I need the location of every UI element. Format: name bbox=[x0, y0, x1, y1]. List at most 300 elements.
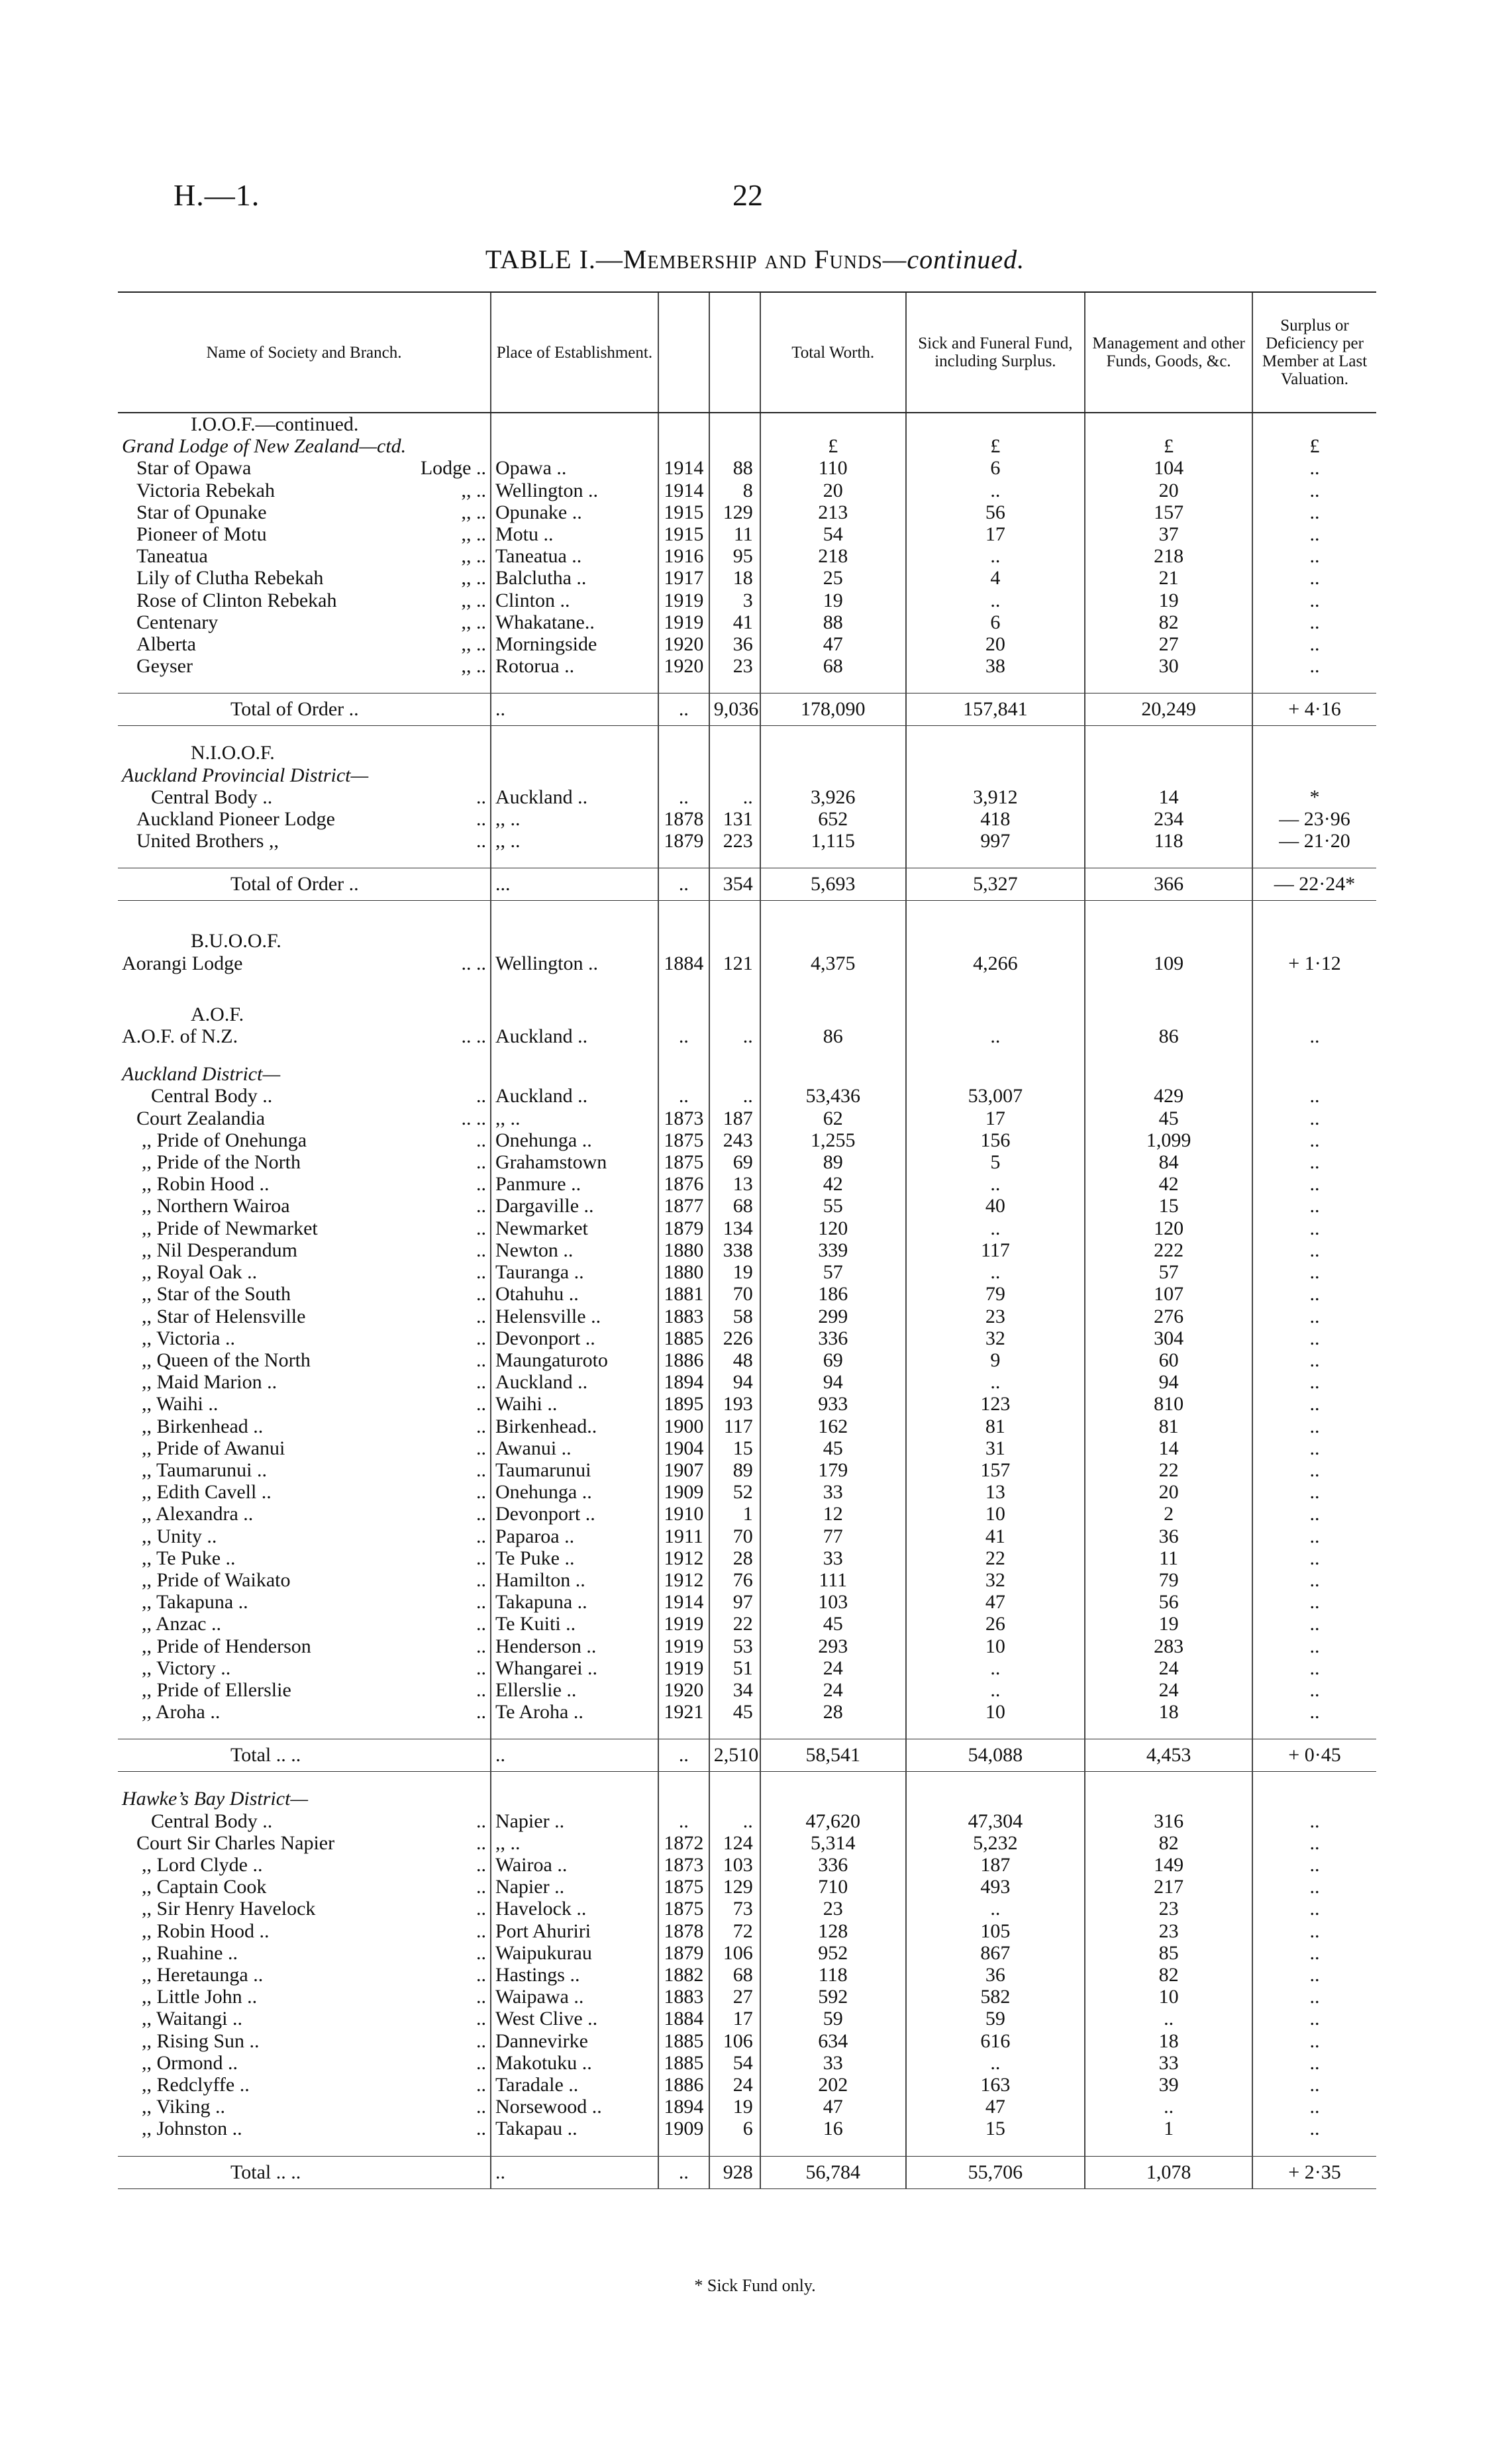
cell-total-worth bbox=[760, 2140, 906, 2157]
cell-name bbox=[118, 1876, 491, 1898]
cell-total-worth: 652 bbox=[760, 808, 906, 830]
leader-dots: Lodge .. bbox=[420, 457, 486, 480]
cell-place: Waipukurau bbox=[491, 1942, 658, 1964]
cell-management bbox=[1085, 1003, 1252, 1025]
branch-name: ,, Birkenhead .. bbox=[142, 1415, 264, 1437]
cell-name bbox=[118, 1547, 491, 1569]
table-row bbox=[118, 2156, 1376, 2188]
cell-sick-fund bbox=[906, 726, 1085, 743]
cell-place: Dannevirke bbox=[491, 2030, 658, 2052]
cell-surplus bbox=[1252, 677, 1376, 693]
table-row bbox=[118, 1591, 1376, 1613]
header-year bbox=[658, 292, 709, 413]
table-row bbox=[118, 786, 1376, 808]
cell-surplus bbox=[1252, 1003, 1376, 1025]
leader-dots: .. bbox=[476, 2008, 486, 2030]
cell-name bbox=[118, 726, 491, 743]
table-row bbox=[118, 2052, 1376, 2074]
cell-name bbox=[118, 974, 491, 1003]
table-row bbox=[118, 1569, 1376, 1591]
cell-year: 1919 bbox=[658, 1635, 709, 1657]
cell-place: Newmarket bbox=[491, 1217, 658, 1239]
branch-name: ,, Victory .. bbox=[142, 1657, 231, 1679]
cell-members bbox=[709, 413, 760, 435]
cell-name bbox=[118, 1854, 491, 1876]
table-row bbox=[118, 567, 1376, 589]
cell-place: Helensville .. bbox=[491, 1306, 658, 1327]
cell-year: 1881 bbox=[658, 1283, 709, 1305]
cell-place: Taumarunui bbox=[491, 1459, 658, 1481]
cell-place: Taradale .. bbox=[491, 2074, 658, 2096]
branch-name: ,, Northern Wairoa bbox=[142, 1195, 290, 1217]
branch-name: ,, Lord Clyde .. bbox=[142, 1853, 263, 1876]
cell-name bbox=[118, 1898, 491, 1920]
branch-name: ,, Royal Oak .. bbox=[142, 1261, 258, 1284]
cell-management: 82 bbox=[1085, 1964, 1252, 1986]
cell-name bbox=[118, 1788, 491, 1810]
cell-sick-fund: 53,007 bbox=[906, 1085, 1085, 1107]
cell-members: 88 bbox=[709, 457, 760, 479]
cell-sick-fund: 40 bbox=[906, 1195, 1085, 1217]
table-row bbox=[118, 1459, 1376, 1481]
cell-name bbox=[118, 1437, 491, 1459]
leader-dots: .. bbox=[476, 1591, 486, 1614]
cell-sick-fund: 23 bbox=[906, 1306, 1085, 1327]
cell-total-worth bbox=[760, 974, 906, 1003]
cell-management: 15 bbox=[1085, 1195, 1252, 1217]
leader-dots: .. bbox=[476, 1173, 486, 1196]
cell-total-worth: 54 bbox=[760, 523, 906, 545]
cell-sick-fund: 117 bbox=[906, 1239, 1085, 1261]
table-row bbox=[118, 523, 1376, 545]
cell-year bbox=[658, 2140, 709, 2157]
cell-management: 10 bbox=[1085, 1986, 1252, 2008]
cell-name bbox=[118, 830, 491, 852]
cell-name bbox=[118, 1003, 491, 1025]
leader-dots: .. bbox=[476, 1349, 486, 1371]
cell-name bbox=[118, 611, 491, 633]
cell-year: 1919 bbox=[658, 1613, 709, 1635]
leader-dots: .. .. bbox=[461, 1107, 486, 1129]
cell-sick-fund: 32 bbox=[906, 1569, 1085, 1591]
table-row bbox=[118, 1772, 1376, 1788]
cell-sick-fund bbox=[906, 901, 1085, 931]
cell-name bbox=[118, 1591, 491, 1613]
cell-year: 1884 bbox=[658, 952, 709, 974]
cell-year: .. bbox=[658, 1085, 709, 1107]
cell-management bbox=[1085, 677, 1252, 693]
cell-members: 11 bbox=[709, 523, 760, 545]
cell-name bbox=[118, 413, 491, 435]
cell-management bbox=[1085, 1047, 1252, 1063]
cell-total-worth: 28 bbox=[760, 1701, 906, 1723]
cell-surplus: .. bbox=[1252, 1854, 1376, 1876]
cell-total-worth: 103 bbox=[760, 1591, 906, 1613]
cell-members: 34 bbox=[709, 1679, 760, 1701]
cell-place: Waipawa .. bbox=[491, 1986, 658, 2008]
cell-year bbox=[658, 742, 709, 764]
cell-sick-fund bbox=[906, 1047, 1085, 1063]
cell-name bbox=[118, 2140, 491, 2157]
cell-members: 226 bbox=[709, 1327, 760, 1349]
branch-name: ,, Takapuna .. bbox=[142, 1591, 248, 1614]
branch-name: N.I.O.O.F. bbox=[191, 742, 275, 764]
cell-place: Grahamstown bbox=[491, 1151, 658, 1173]
cell-name bbox=[118, 1986, 491, 2008]
cell-name bbox=[118, 1701, 491, 1723]
cell-year: 1914 bbox=[658, 1591, 709, 1613]
cell-surplus: .. bbox=[1252, 567, 1376, 589]
cell-year: 1885 bbox=[658, 1327, 709, 1349]
cell-total-worth: 62 bbox=[760, 1107, 906, 1129]
cell-total-worth: 33 bbox=[760, 2052, 906, 2074]
cell-management: 27 bbox=[1085, 633, 1252, 655]
cell-place: .. bbox=[491, 1739, 658, 1772]
branch-name: ,, Alexandra .. bbox=[142, 1503, 254, 1525]
cell-total-worth: 55 bbox=[760, 1195, 906, 1217]
cell-sick-fund: 156 bbox=[906, 1129, 1085, 1151]
cell-name bbox=[118, 655, 491, 677]
branch-name: ,, Queen of the North bbox=[142, 1349, 311, 1371]
cell-members: 223 bbox=[709, 830, 760, 852]
cell-place bbox=[491, 677, 658, 693]
branch-name: Court Zealandia bbox=[136, 1107, 266, 1129]
cell-name bbox=[118, 852, 491, 868]
title-continued: —continued. bbox=[882, 244, 1025, 274]
cell-management bbox=[1085, 974, 1252, 1003]
cell-members bbox=[709, 742, 760, 764]
cell-year: 1879 bbox=[658, 1942, 709, 1964]
cell-name bbox=[118, 1283, 491, 1305]
table-row bbox=[118, 1635, 1376, 1657]
cell-total-worth: 186 bbox=[760, 1283, 906, 1305]
cell-name bbox=[118, 1832, 491, 1854]
cell-place: Auckland .. bbox=[491, 786, 658, 808]
branch-name: ,, Anzac .. bbox=[142, 1613, 221, 1635]
cell-sick-fund: 55,706 bbox=[906, 2156, 1085, 2188]
cell-name bbox=[118, 764, 491, 786]
cell-name bbox=[118, 2074, 491, 2096]
report-reference: H.—1. bbox=[174, 178, 260, 212]
header-sick-fund: Sick and Funeral Fund, including Surplus. bbox=[906, 292, 1085, 413]
branch-name: Total of Order .. bbox=[230, 698, 359, 721]
table-row bbox=[118, 1047, 1376, 1063]
cell-management bbox=[1085, 1063, 1252, 1085]
cell-management: 157 bbox=[1085, 501, 1252, 523]
cell-year: 1876 bbox=[658, 1173, 709, 1195]
cell-management: 14 bbox=[1085, 786, 1252, 808]
cell-year bbox=[658, 901, 709, 931]
cell-year: 1916 bbox=[658, 545, 709, 567]
cell-year: 1920 bbox=[658, 655, 709, 677]
cell-surplus: .. bbox=[1252, 1025, 1376, 1047]
cell-total-worth: 293 bbox=[760, 1635, 906, 1657]
cell-year: .. bbox=[658, 868, 709, 901]
branch-name: Victoria Rebekah bbox=[136, 479, 275, 501]
membership-table bbox=[118, 291, 1376, 2189]
cell-members: 15 bbox=[709, 1437, 760, 1459]
cell-sick-fund bbox=[906, 1003, 1085, 1025]
cell-surplus bbox=[1252, 1047, 1376, 1063]
table-row bbox=[118, 1025, 1376, 1047]
cell-name bbox=[118, 1569, 491, 1591]
table-row bbox=[118, 611, 1376, 633]
cell-name bbox=[118, 1481, 491, 1503]
branch-name: ,, Rising Sun .. bbox=[142, 2029, 260, 2052]
branch-name: ,, Pride of the North bbox=[142, 1151, 301, 1174]
table-row bbox=[118, 852, 1376, 868]
cell-management: 57 bbox=[1085, 1261, 1252, 1283]
cell-management: £ bbox=[1085, 435, 1252, 457]
cell-sick-fund: .. bbox=[906, 1173, 1085, 1195]
cell-year: 1879 bbox=[658, 830, 709, 852]
cell-members: 45 bbox=[709, 1701, 760, 1723]
cell-year: 1879 bbox=[658, 1217, 709, 1239]
cell-year: 1907 bbox=[658, 1459, 709, 1481]
cell-members: 19 bbox=[709, 1261, 760, 1283]
cell-sick-fund bbox=[906, 764, 1085, 786]
branch-name: ,, Aroha .. bbox=[142, 1701, 221, 1723]
cell-sick-fund: 6 bbox=[906, 611, 1085, 633]
cell-surplus: — 23·96 bbox=[1252, 808, 1376, 830]
cell-total-worth bbox=[760, 1063, 906, 1085]
cell-place: ,, .. bbox=[491, 830, 658, 852]
cell-sick-fund: 13 bbox=[906, 1481, 1085, 1503]
table-body bbox=[118, 413, 1376, 2188]
cell-total-worth: 213 bbox=[760, 501, 906, 523]
cell-total-worth bbox=[760, 677, 906, 693]
cell-name bbox=[118, 501, 491, 523]
leader-dots: ,, .. bbox=[461, 655, 486, 678]
cell-year: 1910 bbox=[658, 1503, 709, 1525]
cell-year bbox=[658, 413, 709, 435]
cell-members: 76 bbox=[709, 1569, 760, 1591]
branch-name: ,, Pride of Awanui bbox=[142, 1437, 285, 1459]
cell-name bbox=[118, 952, 491, 974]
leader-dots: .. bbox=[476, 1393, 486, 1415]
cell-name bbox=[118, 1920, 491, 1942]
table-row bbox=[118, 1063, 1376, 1085]
cell-management: 18 bbox=[1085, 2030, 1252, 2052]
leader-dots: ,, .. bbox=[461, 567, 486, 590]
cell-total-worth: 47,620 bbox=[760, 1810, 906, 1832]
cell-year: 1895 bbox=[658, 1393, 709, 1415]
cell-sick-fund bbox=[906, 413, 1085, 435]
cell-place: West Clive .. bbox=[491, 2008, 658, 2029]
cell-management: 84 bbox=[1085, 1151, 1252, 1173]
cell-surplus: .. bbox=[1252, 2030, 1376, 2052]
cell-management: 304 bbox=[1085, 1327, 1252, 1349]
cell-name bbox=[118, 1964, 491, 1986]
cell-name bbox=[118, 590, 491, 611]
table-row bbox=[118, 1393, 1376, 1415]
cell-total-worth bbox=[760, 852, 906, 868]
cell-year: 1880 bbox=[658, 1239, 709, 1261]
cell-total-worth: 56,784 bbox=[760, 2156, 906, 2188]
cell-surplus: .. bbox=[1252, 1503, 1376, 1525]
branch-name: Geyser bbox=[136, 655, 193, 678]
cell-surplus bbox=[1252, 1063, 1376, 1085]
branch-name: Star of Opunake bbox=[136, 501, 267, 523]
cell-members bbox=[709, 677, 760, 693]
cell-members: 23 bbox=[709, 655, 760, 677]
leader-dots: .. bbox=[476, 1986, 486, 2008]
cell-year: 1883 bbox=[658, 1306, 709, 1327]
cell-total-worth: 19 bbox=[760, 590, 906, 611]
leader-dots: ,, .. bbox=[461, 545, 486, 568]
cell-members bbox=[709, 852, 760, 868]
cell-management: 316 bbox=[1085, 1810, 1252, 1832]
cell-total-worth: 20 bbox=[760, 480, 906, 501]
cell-members: 27 bbox=[709, 1986, 760, 2008]
cell-sick-fund bbox=[906, 1788, 1085, 1810]
cell-members: 95 bbox=[709, 545, 760, 567]
leader-dots: .. bbox=[476, 1129, 486, 1151]
cell-sick-fund: 997 bbox=[906, 830, 1085, 852]
cell-members: 121 bbox=[709, 952, 760, 974]
cell-year bbox=[658, 1772, 709, 1788]
table-row bbox=[118, 1854, 1376, 1876]
table-row bbox=[118, 974, 1376, 1003]
cell-sick-fund: 5,327 bbox=[906, 868, 1085, 901]
cell-sick-fund: 5,232 bbox=[906, 1832, 1085, 1854]
cell-total-worth: 162 bbox=[760, 1415, 906, 1437]
cell-sick-fund: £ bbox=[906, 435, 1085, 457]
cell-surplus: .. bbox=[1252, 1129, 1376, 1151]
cell-name bbox=[118, 1613, 491, 1635]
leader-dots: .. bbox=[476, 1283, 486, 1306]
cell-name bbox=[118, 2052, 491, 2074]
cell-place: Port Ahuriri bbox=[491, 1920, 658, 1942]
table-row bbox=[118, 1261, 1376, 1283]
cell-surplus bbox=[1252, 852, 1376, 868]
cell-surplus: .. bbox=[1252, 1217, 1376, 1239]
cell-place: Birkenhead.. bbox=[491, 1415, 658, 1437]
table-row bbox=[118, 1613, 1376, 1635]
cell-management bbox=[1085, 852, 1252, 868]
cell-sick-fund bbox=[906, 1063, 1085, 1085]
cell-sick-fund: 5 bbox=[906, 1151, 1085, 1173]
cell-surplus: + 2·35 bbox=[1252, 2156, 1376, 2188]
cell-surplus: .. bbox=[1252, 1701, 1376, 1723]
cell-sick-fund: 616 bbox=[906, 2030, 1085, 2052]
cell-management: 11 bbox=[1085, 1547, 1252, 1569]
cell-members bbox=[709, 764, 760, 786]
cell-year: 1912 bbox=[658, 1547, 709, 1569]
cell-total-worth: 933 bbox=[760, 1393, 906, 1415]
cell-surplus: .. bbox=[1252, 590, 1376, 611]
cell-year: 1885 bbox=[658, 2052, 709, 2074]
branch-name: ,, Little John .. bbox=[142, 1986, 258, 2008]
cell-members: 36 bbox=[709, 633, 760, 655]
leader-dots: ,, .. bbox=[461, 479, 486, 501]
cell-members bbox=[709, 1788, 760, 1810]
cell-name bbox=[118, 1306, 491, 1327]
cell-sick-fund: 493 bbox=[906, 1876, 1085, 1898]
cell-management: 30 bbox=[1085, 655, 1252, 677]
branch-name: ,, Robin Hood .. bbox=[142, 1920, 270, 1942]
cell-management bbox=[1085, 1772, 1252, 1788]
cell-sick-fund: 157 bbox=[906, 1459, 1085, 1481]
cell-surplus bbox=[1252, 1772, 1376, 1788]
table-row bbox=[118, 1371, 1376, 1393]
cell-name bbox=[118, 1047, 491, 1063]
table-row bbox=[118, 1832, 1376, 1854]
cell-members: 28 bbox=[709, 1547, 760, 1569]
cell-members: 72 bbox=[709, 1920, 760, 1942]
cell-surplus bbox=[1252, 901, 1376, 931]
cell-management: 2 bbox=[1085, 1503, 1252, 1525]
branch-name: B.U.O.O.F. bbox=[191, 930, 281, 952]
cell-place: Waihi .. bbox=[491, 1393, 658, 1415]
cell-place: Otahuhu .. bbox=[491, 1283, 658, 1305]
table-row bbox=[118, 1657, 1376, 1679]
cell-name bbox=[118, 1085, 491, 1107]
cell-management: 19 bbox=[1085, 1613, 1252, 1635]
header-members bbox=[709, 292, 760, 413]
cell-year bbox=[658, 974, 709, 1003]
leader-dots: .. bbox=[476, 786, 486, 808]
cell-place bbox=[491, 901, 658, 931]
branch-name: ,, Ruahine .. bbox=[142, 1941, 238, 1964]
branch-name: ,, Johnston .. bbox=[142, 2118, 242, 2140]
cell-sick-fund: 47 bbox=[906, 1591, 1085, 1613]
cell-surplus: .. bbox=[1252, 1810, 1376, 1832]
cell-surplus: .. bbox=[1252, 633, 1376, 655]
cell-place bbox=[491, 413, 658, 435]
cell-members bbox=[709, 974, 760, 1003]
cell-place: Newton .. bbox=[491, 1239, 658, 1261]
cell-members: 187 bbox=[709, 1107, 760, 1129]
cell-total-worth: 299 bbox=[760, 1306, 906, 1327]
cell-name bbox=[118, 1503, 491, 1525]
leader-dots: .. bbox=[476, 1810, 486, 1832]
branch-name: ,, Captain Cook bbox=[142, 1876, 267, 1898]
cell-surplus: .. bbox=[1252, 1876, 1376, 1898]
cell-year: 1915 bbox=[658, 523, 709, 545]
cell-name bbox=[118, 2096, 491, 2118]
branch-name: ,, Ormond .. bbox=[142, 2051, 238, 2074]
leader-dots: .. bbox=[476, 1151, 486, 1174]
cell-sick-fund: .. bbox=[906, 2052, 1085, 2074]
cell-name bbox=[118, 1772, 491, 1788]
table-row bbox=[118, 2008, 1376, 2029]
table-row bbox=[118, 808, 1376, 830]
cell-year: .. bbox=[658, 2156, 709, 2188]
leader-dots: .. bbox=[476, 1371, 486, 1394]
cell-surplus bbox=[1252, 1723, 1376, 1739]
table-row bbox=[118, 1107, 1376, 1129]
leader-dots: .. bbox=[476, 1657, 486, 1679]
cell-year bbox=[658, 1003, 709, 1025]
leader-dots: ,, .. bbox=[461, 501, 486, 523]
cell-surplus: + 0·45 bbox=[1252, 1739, 1376, 1772]
branch-name: ,, Edith Cavell .. bbox=[142, 1481, 272, 1504]
cell-place: Napier .. bbox=[491, 1876, 658, 1898]
cell-place bbox=[491, 742, 658, 764]
cell-members: .. bbox=[709, 1810, 760, 1832]
branch-name: ,, Robin Hood .. bbox=[142, 1173, 270, 1196]
cell-place: Hamilton .. bbox=[491, 1569, 658, 1591]
cell-members: 9,036 bbox=[709, 693, 760, 726]
cell-members bbox=[709, 2140, 760, 2157]
table-row bbox=[118, 2074, 1376, 2096]
cell-surplus: .. bbox=[1252, 1964, 1376, 1986]
cell-total-worth: 24 bbox=[760, 1679, 906, 1701]
cell-management: 19 bbox=[1085, 590, 1252, 611]
leader-dots: .. bbox=[476, 1261, 486, 1284]
cell-total-worth: 634 bbox=[760, 2030, 906, 2052]
